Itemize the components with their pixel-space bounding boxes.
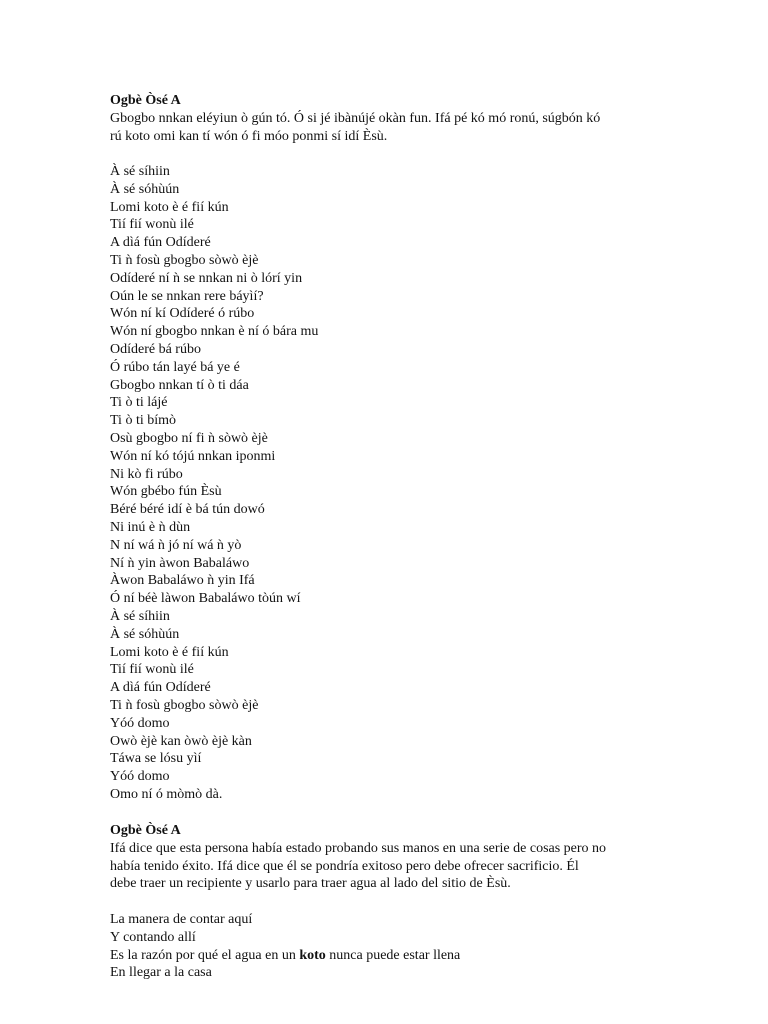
verse-line: A dìá fún Odíderé [110, 235, 211, 251]
verse-line: Ti ǹ fosù gbogbo sòwò èjè [110, 697, 259, 713]
section-1 [110, 92, 670, 145]
verse-line: Ti ǹ fosù gbogbo sòwò èjè [110, 252, 259, 268]
intro-line: rú koto omi kan tí wón ó fi móo ponmi sí idí Èsù. [110, 128, 388, 144]
verse-line: Àwon Babaláwo ǹ yin Ifá [110, 573, 255, 589]
intro-line: Gbogbo nnkan eléyiun ò gún tó. Ó si jé ibànújé okàn fun. Ifá pé kó mó ronú, súgbón kó [110, 110, 601, 126]
verse-line: A dìá fún Odíderé [110, 680, 211, 696]
verse-text: nunca puede estar llena [325, 947, 461, 963]
intro-line: debe traer un recipiente y usarlo para traer agua al lado del sitio de Èsù. [110, 876, 511, 892]
verse-line: Lomi koto è é fií kún [110, 644, 229, 660]
verse-line [110, 947, 670, 965]
verse-line: Gbogbo nnkan tí ò ti dáa [110, 377, 249, 393]
verse-line: Wón ní kó tójú nnkan iponmi [110, 448, 276, 464]
verse-line: Owò èjè kan òwò èjè kàn [110, 733, 252, 749]
verse-line: À sé síhiin [110, 164, 170, 179]
verse-line: Osù gbogbo ní fi ǹ sòwò èjè [110, 430, 268, 446]
verse-line: Wón ní kí Odíderé ó rúbo [110, 306, 255, 322]
verse-line: Yóó domo [110, 715, 170, 731]
verse-line: Táwa se lósu yìí [110, 751, 202, 767]
verse-line: Ni inú è ǹ dùn [110, 519, 191, 535]
verse-section-1 [110, 163, 670, 804]
verse-line: Ní ǹ yin àwon Babaláwo [110, 555, 250, 571]
verse-line: Oún le se nnkan rere báyìí? [110, 288, 264, 304]
intro-line: Ifá dice que esta persona había estado probando sus manos en una serie de cosas pero no [110, 840, 607, 856]
verse-line: À sé sóhùún [110, 181, 180, 197]
verse-line: Odíderé ní ǹ se nnkan ni ò lórí yin [110, 270, 303, 286]
verse-line: À sé síhiin [110, 608, 170, 624]
verse-line: Ti ò ti lájé [110, 395, 168, 411]
verse-line: N ní wá ǹ jó ní wá ǹ yò [110, 537, 242, 553]
verse-line: Yóó domo [110, 769, 170, 785]
verse-line: Wón ní gbogbo nnkan è ní ó bára mu [110, 324, 319, 340]
verse-line: Tií fií wonù ilé [110, 217, 194, 233]
verse-line: Ni kò fi rúbo [110, 466, 183, 482]
verse-line: Y contando allí [110, 929, 196, 945]
keyword-koto: koto [299, 947, 326, 963]
section-heading: Ogbè Òsé A [110, 93, 181, 108]
verse-line: La manera de contar aquí [110, 912, 253, 927]
intro-line: había tenido éxito. Ifá dice que él se pondría exitoso pero debe ofrecer sacrificio. Él [110, 858, 579, 874]
verse-line: À sé sóhùún [110, 626, 180, 642]
verse-line: En llegar a la casa [110, 965, 212, 981]
verse-line: Tií fií wonù ilé [110, 662, 194, 678]
verse-line: Odíderé bá rúbo [110, 341, 201, 357]
verse-line: Omo ní ó mòmò dà. [110, 786, 223, 802]
verse-line: Ó rúbo tán layé bá ye é [110, 359, 240, 375]
section-2 [110, 822, 670, 893]
section-heading: Ogbè Òsé A [110, 823, 181, 838]
verse-line: Béré béré idí è bá tún dowó [110, 502, 265, 518]
verse-line: Ó ní béè làwon Babaláwo tòún wí [110, 591, 301, 607]
verse-line: Wón gbébo fún Èsù [110, 484, 222, 500]
verse-line: Lomi koto è é fií kún [110, 199, 229, 215]
verse-text: Es la razón por qué el agua en un [110, 947, 300, 963]
verse-section-2 [110, 911, 670, 982]
verse-line: Ti ò ti bímò [110, 413, 177, 429]
